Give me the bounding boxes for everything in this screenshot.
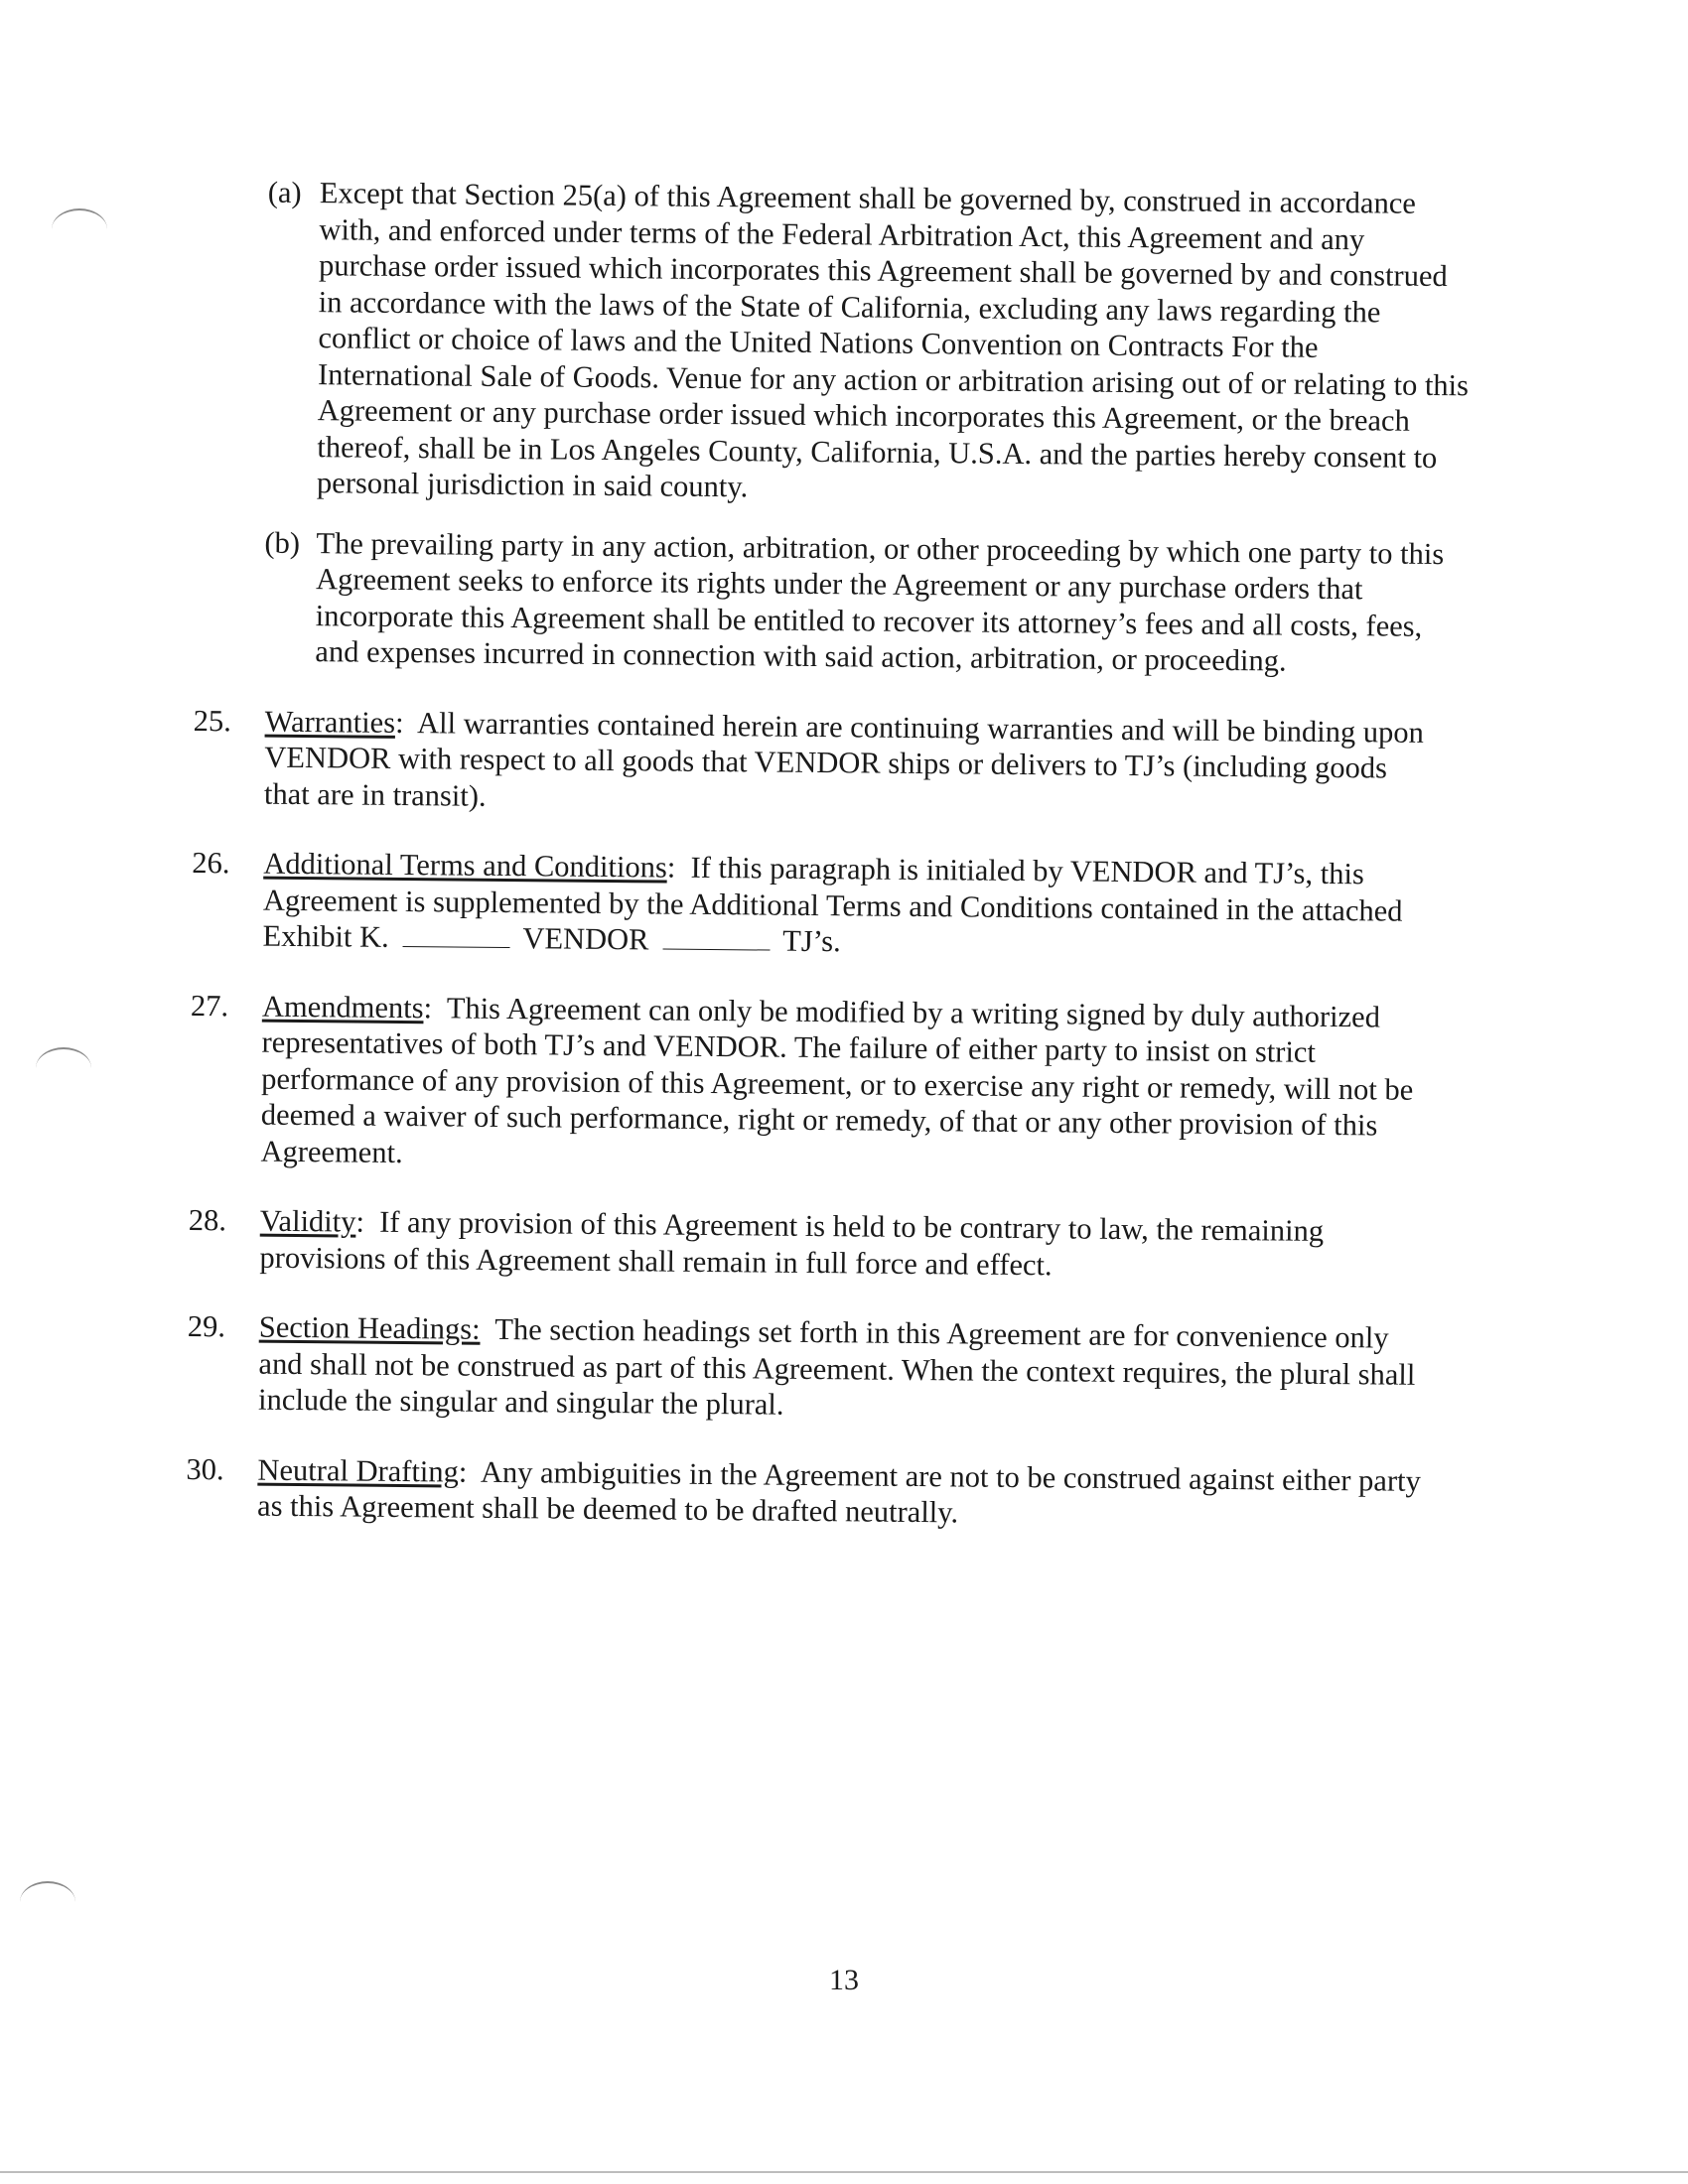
vendor-initial-blank[interactable] bbox=[402, 924, 509, 948]
heading-separator: : bbox=[355, 1204, 365, 1239]
tjs-initial-blank[interactable] bbox=[662, 927, 770, 951]
section-text: If any provision of this Agreement is held to be contrary to law, the remaining provisions of this Agreement shall remain in full force and effect. bbox=[259, 1204, 1325, 1282]
section-26-additional-terms bbox=[191, 845, 1430, 965]
vendor-initial-label: VENDOR bbox=[522, 921, 649, 957]
heading-separator: : bbox=[458, 1454, 468, 1489]
section-30-neutral-drafting bbox=[186, 1450, 1425, 1535]
section-heading: Validity bbox=[259, 1203, 356, 1239]
punch-hole-mark bbox=[36, 1047, 91, 1089]
section-text: Any ambiguities in the Agreement are not to be construed against either party as this Agreement shall be deemed to be drafted neutrally. bbox=[256, 1454, 1421, 1530]
heading-separator: : bbox=[666, 850, 676, 885]
section-27-amendments bbox=[189, 987, 1429, 1179]
section-number: 25. bbox=[193, 703, 232, 738]
tjs-initial-label: TJ’s. bbox=[782, 923, 841, 959]
section-29-section-headings bbox=[187, 1308, 1426, 1429]
punch-hole-mark bbox=[20, 1881, 75, 1923]
document-body bbox=[186, 174, 1470, 1570]
subsection-a bbox=[265, 175, 1472, 512]
section-number: 28. bbox=[188, 1202, 227, 1238]
section-heading: Amendments bbox=[261, 989, 424, 1024]
section-number: 27. bbox=[190, 988, 229, 1023]
punch-hole-mark bbox=[52, 208, 107, 250]
scan-edge-line bbox=[0, 2171, 1688, 2173]
section-number: 30. bbox=[186, 1451, 224, 1486]
section-heading: Neutral Drafting bbox=[257, 1452, 460, 1489]
heading-separator: : bbox=[423, 990, 433, 1024]
section-number: 29. bbox=[187, 1308, 226, 1344]
subsection-b bbox=[263, 524, 1468, 681]
section-heading: Warranties bbox=[264, 704, 396, 740]
section-text: The section headings set forth in this Agreement are for convenience only and shall not be construed as part of this Agreement. When the context requires, the plural shall include the singular and singular the plural. bbox=[257, 1311, 1416, 1422]
subsection-text: Except that Section 25(a) of this Agreement shall be governed by, construed in accordance with, and enforced under terms of the Federal Arbitration Act, this Agreement and any purchase order issued which incorporates this Agreement shall be governed by and construed in accordance with the laws of the State of California, excluding any laws regarding the conflict or choice of laws and the United Nations Convention on Contracts For the International Sale of Goods. Venue for any action or arbitration arising out of or relating to this Agreement or any purchase order issued which incorporates this Agreement, or the breach thereof, shall be in Los Angeles County, California, U.S.A. and the parties hereby consent to personal jurisdiction in said county. bbox=[316, 176, 1470, 504]
section-text: All warranties contained herein are continuing warranties and will be binding upon VENDOR with respect to all goods that VENDOR ships or delivers to TJ’s (including goods that are in transit). bbox=[263, 705, 1425, 813]
section-text: If this paragraph is initialed by VENDOR and TJ’s, this Agreement is supplemented by the Additional Terms and Conditions contained in the attached Exhibit K. bbox=[262, 850, 1403, 954]
subsection-label: (a) bbox=[267, 175, 302, 209]
heading-separator: : bbox=[394, 705, 404, 740]
section-heading: Section Headings: bbox=[258, 1309, 481, 1346]
subsection-text: The prevailing party in any action, arbitration, or other proceeding by which one party to this Agreement seeks to enforce its rights under the Agreement or any purchase orders that incorporate this Agreement shall be entitled to recover its attorney’s fees and all costs, fees, and expenses incurred in connection with said action, arbitration, or proceeding. bbox=[315, 525, 1445, 678]
section-heading: Additional Terms and Conditions bbox=[263, 846, 667, 885]
section-text: This Agreement can only be modified by a writing signed by duly authorized representatives of both TJ’s and VENDOR. The failure of either party to insist on strict performance of any provision of this Agreement, or to exercise any right or remedy, will not be deemed a waiver of such performance, right or remedy, of that or any other provision of this Agreement. bbox=[260, 990, 1414, 1169]
section-number: 26. bbox=[192, 845, 230, 881]
page-number: 13 bbox=[829, 1964, 859, 1996]
subsection-label: (b) bbox=[264, 525, 301, 560]
section-28-validity bbox=[188, 1202, 1427, 1287]
section-25-warranties bbox=[193, 702, 1432, 822]
